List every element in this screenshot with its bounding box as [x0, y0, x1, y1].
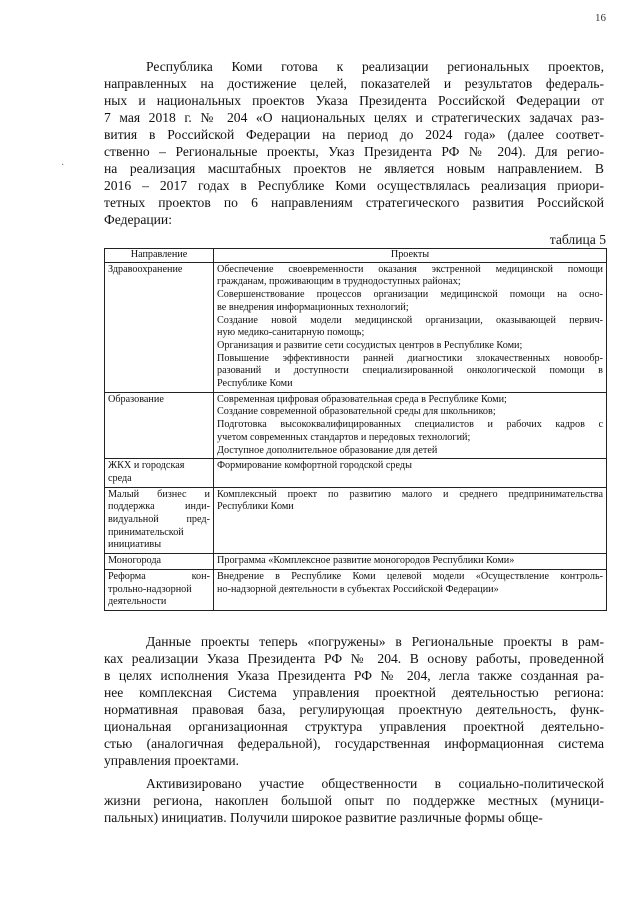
text-line: ках реализации Указа Президента РФ № 204. В основу работы, проведенной — [104, 651, 604, 666]
intro-paragraph — [104, 58, 604, 228]
text-line: Республика Коми готова к реализации региональных проектов, — [146, 59, 604, 74]
project-line: Комплексный проект по развитию малого и среднего предпринимательства — [217, 488, 603, 500]
project-line: Формирование комфортной городской среды — [217, 460, 412, 472]
project-line: ную медико-санитарную помощь; — [217, 327, 365, 339]
projects-cell — [214, 459, 607, 487]
direction-cell — [105, 569, 214, 610]
text-line: тетных проектов по 6 направлениям стратегического развития Российской — [104, 195, 604, 210]
project-line: но-надзорной деятельности в субъектах Российской Федерации» — [217, 583, 499, 595]
text-line: стью (аналогичная федеральной), государственная информационная система — [104, 736, 604, 751]
projects-cell — [214, 262, 607, 392]
table-row — [105, 554, 607, 570]
text-line: вития в Российской Федерации на период до 2024 года» (далее соответ- — [104, 127, 604, 142]
project-line: Повышение эффективности ранней диагностики злокачественных новообр- — [217, 352, 603, 364]
text-line: пальных) инициатив. Получили широкое развитие различные формы обще- — [104, 810, 543, 825]
table-row — [105, 392, 607, 459]
text-line: нее комплексная Система управления проектной деятельностью региона: — [104, 685, 604, 700]
project-line: Создание современной образовательной среды для школьников; — [217, 406, 496, 418]
project-line: Программа «Комплексное развитие моногородов Республики Коми» — [217, 555, 515, 567]
projects-cell — [214, 554, 607, 570]
project-line: Республике Коми — [217, 378, 293, 390]
text-line: 7 мая 2018 г. № 204 «О национальных целях и стратегических задачах раз- — [104, 110, 604, 125]
project-line: Внедрение в Республике Коми целевой модели «Осуществление контроль- — [217, 570, 603, 582]
project-line: Республики Коми — [217, 501, 294, 513]
header-direction: Направление — [105, 249, 214, 263]
direction-cell — [105, 487, 214, 554]
text-line: Данные проекты теперь «погружены» в Региональные проекты в рам- — [146, 634, 604, 649]
table-label: таблица 5 — [549, 232, 606, 247]
projects-cell — [214, 392, 607, 459]
projects-cell — [214, 569, 607, 610]
direction-line: поддержка инди- — [108, 501, 210, 513]
project-line: разований и доступности специализированной онкологической помощи в — [217, 365, 603, 377]
text-line: направленных на достижение целей, показателей и результатов федераль- — [104, 76, 604, 91]
direction-line: Здравоохранение — [108, 263, 183, 275]
project-line: гражданам, проживающим в труднодоступных районах; — [217, 276, 461, 288]
direction-line: принимательской — [108, 526, 184, 538]
direction-line: видуальной пред- — [108, 514, 210, 526]
direction-cell — [105, 459, 214, 487]
text-line: управления проектами. — [104, 753, 240, 768]
direction-line: Моногорода — [108, 555, 162, 567]
direction-line: деятельности — [108, 596, 167, 608]
direction-line: Образование — [108, 393, 164, 405]
text-line: Активизировано участие общественности в социально-политической — [146, 776, 604, 791]
text-line: ных и национальных проектов Указа Президента Российской Федерации от — [104, 93, 604, 108]
projects-table — [104, 248, 607, 611]
project-line: Создание новой модели медицинской организации, оказывающей первич- — [217, 314, 603, 326]
paragraph-public-participation — [104, 775, 604, 826]
header-projects: Проекты — [214, 249, 607, 263]
table-row — [105, 569, 607, 610]
project-line: Совершенствование процессов организации медицинской помощи на осно- — [217, 289, 603, 301]
project-line: Организация и развитие сети сосудистых центров в Республике Коми; — [217, 339, 523, 351]
table-row — [105, 487, 607, 554]
project-line: Подготовка высококвалифицированных специалистов и рабочих кадров с — [217, 419, 603, 431]
project-line: учетом современных стандартов и передовых технологий; — [217, 431, 471, 443]
project-line: Доступное дополнительное образование для детей — [217, 444, 438, 456]
project-line: Современная цифровая образовательная среда в Республике Коми; — [217, 393, 507, 405]
text-line: 2016 – 2017 годах в Республике Коми осуществлялась реализация приори- — [104, 178, 604, 193]
page-number: 16 — [595, 12, 606, 24]
table-row — [105, 459, 607, 487]
text-line: Федерации: — [104, 212, 172, 227]
text-line: ственно – Региональные проекты, Указ Президента РФ № 204). Для регио- — [104, 144, 604, 159]
direction-cell — [105, 554, 214, 570]
text-line: циональная организационная структура управления проектной деятельно- — [104, 719, 604, 734]
table-row — [105, 262, 607, 392]
direction-line: трольно-надзорной — [108, 583, 192, 595]
paragraph-projects-embedded — [104, 633, 604, 769]
project-line: Обеспечение своевременности оказания экстренной медицинской помощи — [217, 263, 603, 275]
text-line: на реализация масштабных проектов не является новым направлением. В — [104, 161, 604, 176]
project-line: ве внедрения информационных технологий; — [217, 301, 409, 313]
margin-mark: · — [61, 160, 65, 171]
direction-line: инициативы — [108, 539, 162, 551]
direction-line: среда — [108, 472, 132, 484]
direction-line: Реформа кон- — [108, 570, 210, 582]
text-line: в целях исполнения Указа Президента РФ № 204, легла также созданная ра- — [104, 668, 604, 683]
direction-cell — [105, 262, 214, 392]
text-line: нормативная правовая база, регулирующая проектную деятельность, функ- — [104, 702, 604, 717]
projects-cell — [214, 487, 607, 554]
table-header-row — [105, 249, 607, 263]
direction-line: ЖКХ и городская — [108, 460, 185, 472]
direction-line: Малый бизнес и — [108, 488, 210, 500]
text-line: жизни региона, накоплен большой опыт по поддержке местных (муници- — [104, 793, 604, 808]
direction-cell — [105, 392, 214, 459]
